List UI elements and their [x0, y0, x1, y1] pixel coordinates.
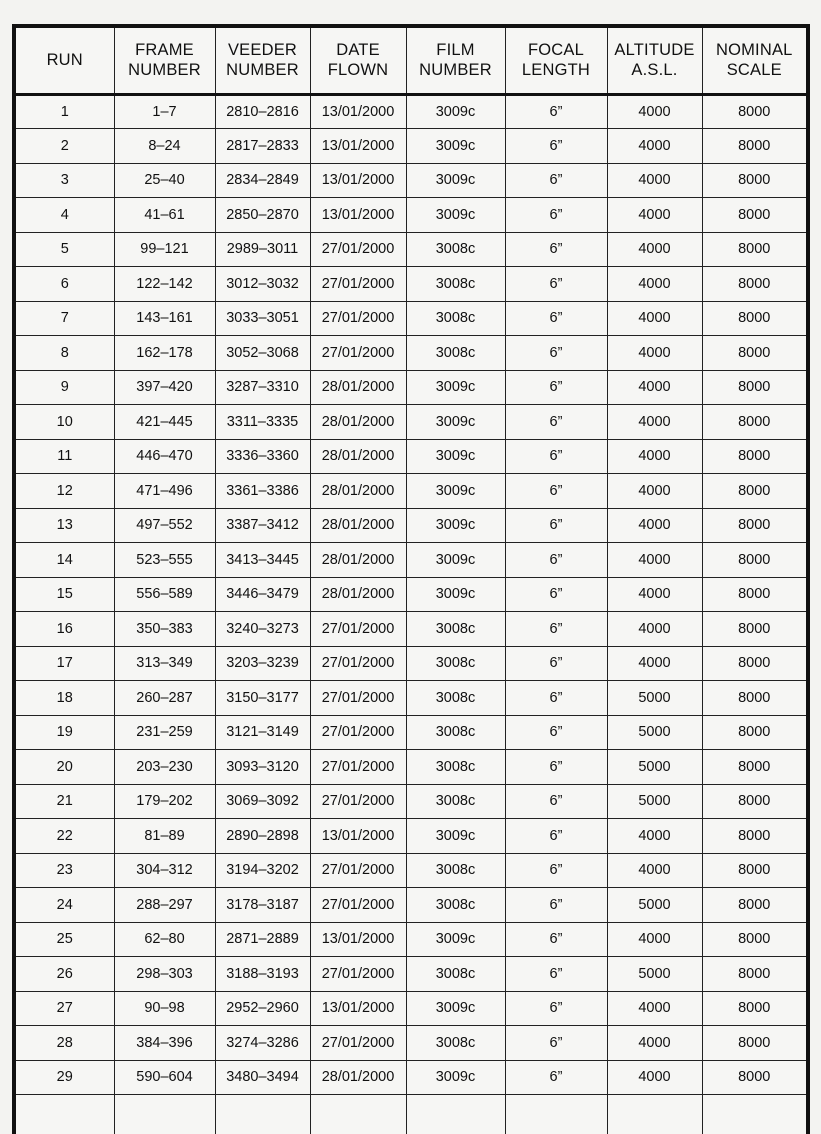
table-row [16, 232, 806, 267]
table-cell: 4000 [607, 439, 702, 474]
empty-table-row [16, 1095, 806, 1134]
column-header-altitude-asl [607, 28, 702, 94]
table-row [16, 267, 806, 302]
table-row [16, 163, 806, 198]
column-header-text: FLOWN [311, 60, 406, 80]
table-cell: 8000 [702, 1060, 806, 1095]
column-header-text: RUN [16, 50, 114, 70]
table-cell: 260–287 [114, 681, 215, 716]
table-cell: 2989–3011 [215, 232, 310, 267]
table-cell: 1–7 [114, 94, 215, 129]
table-row [16, 301, 806, 336]
column-header-text: FOCAL [506, 40, 607, 60]
table-cell: 4000 [607, 301, 702, 336]
table-cell: 4000 [607, 853, 702, 888]
table-cell: 6” [505, 508, 607, 543]
column-header-text: DATE [311, 40, 406, 60]
table-cell: 4000 [607, 1060, 702, 1095]
table-cell: 3009c [406, 577, 505, 612]
run-table-sheet [12, 24, 810, 1134]
table-cell: 397–420 [114, 370, 215, 405]
table-cell: 3274–3286 [215, 1026, 310, 1061]
table-cell: 3008c [406, 232, 505, 267]
table-cell: 4000 [607, 370, 702, 405]
table-cell: 27/01/2000 [310, 267, 406, 302]
table-cell: 18 [16, 681, 114, 716]
table-cell: 3361–3386 [215, 474, 310, 509]
table-cell: 304–312 [114, 853, 215, 888]
table-cell: 13/01/2000 [310, 94, 406, 129]
table-cell: 5000 [607, 681, 702, 716]
table-cell: 4 [16, 198, 114, 233]
table-cell: 8000 [702, 750, 806, 785]
table-cell: 4000 [607, 129, 702, 164]
table-cell: 471–496 [114, 474, 215, 509]
table-cell: 6” [505, 267, 607, 302]
empty-cell [505, 1095, 607, 1134]
table-cell: 3052–3068 [215, 336, 310, 371]
empty-cell [215, 1095, 310, 1134]
table-cell: 384–396 [114, 1026, 215, 1061]
table-cell: 28 [16, 1026, 114, 1061]
table-row [16, 370, 806, 405]
table-cell: 8000 [702, 922, 806, 957]
table-cell: 6” [505, 957, 607, 992]
table-cell: 3009c [406, 439, 505, 474]
table-cell: 24 [16, 888, 114, 923]
table-row [16, 715, 806, 750]
table-cell: 27/01/2000 [310, 957, 406, 992]
column-header-veeder-number [215, 28, 310, 94]
column-header-text: LENGTH [506, 60, 607, 80]
table-cell: 27/01/2000 [310, 646, 406, 681]
column-header-date-flown [310, 28, 406, 94]
table-row [16, 750, 806, 785]
table-cell: 4000 [607, 94, 702, 129]
table-cell: 90–98 [114, 991, 215, 1026]
table-row [16, 577, 806, 612]
empty-cell [702, 1095, 806, 1134]
table-cell: 3009c [406, 198, 505, 233]
table-cell: 13 [16, 508, 114, 543]
table-cell: 13/01/2000 [310, 922, 406, 957]
table-cell: 3008c [406, 646, 505, 681]
column-header-text: NOMINAL [703, 40, 807, 60]
table-cell: 62–80 [114, 922, 215, 957]
table-cell: 4000 [607, 198, 702, 233]
table-cell: 14 [16, 543, 114, 578]
table-cell: 4000 [607, 405, 702, 440]
table-cell: 556–589 [114, 577, 215, 612]
table-cell: 5000 [607, 784, 702, 819]
table-cell: 8000 [702, 888, 806, 923]
table-cell: 6” [505, 336, 607, 371]
table-cell: 8000 [702, 543, 806, 578]
table-cell: 6” [505, 474, 607, 509]
table-cell: 288–297 [114, 888, 215, 923]
table-cell: 28/01/2000 [310, 439, 406, 474]
table-cell: 3188–3193 [215, 957, 310, 992]
table-cell: 4000 [607, 474, 702, 509]
table-cell: 3336–3360 [215, 439, 310, 474]
table-cell: 17 [16, 646, 114, 681]
table-cell: 8000 [702, 991, 806, 1026]
column-header-film-number [406, 28, 505, 94]
table-cell: 4000 [607, 336, 702, 371]
table-cell: 8000 [702, 405, 806, 440]
table-cell: 3 [16, 163, 114, 198]
table-cell: 25 [16, 922, 114, 957]
column-header-text: NUMBER [216, 60, 310, 80]
table-cell: 8000 [702, 267, 806, 302]
table-cell: 2834–2849 [215, 163, 310, 198]
table-cell: 4000 [607, 543, 702, 578]
table-cell: 20 [16, 750, 114, 785]
table-cell: 27/01/2000 [310, 612, 406, 647]
table-cell: 4000 [607, 267, 702, 302]
table-cell: 3009c [406, 922, 505, 957]
table-cell: 28/01/2000 [310, 508, 406, 543]
table-cell: 6” [505, 129, 607, 164]
table-cell: 3008c [406, 853, 505, 888]
column-header-text: FILM [407, 40, 505, 60]
table-row [16, 198, 806, 233]
table-cell: 3033–3051 [215, 301, 310, 336]
table-cell: 6” [505, 163, 607, 198]
table-cell: 26 [16, 957, 114, 992]
table-cell: 8000 [702, 439, 806, 474]
table-cell: 8000 [702, 612, 806, 647]
table-cell: 6” [505, 1026, 607, 1061]
table-cell: 3311–3335 [215, 405, 310, 440]
table-cell: 8000 [702, 784, 806, 819]
table-row [16, 336, 806, 371]
table-cell: 6” [505, 750, 607, 785]
table-cell: 2850–2870 [215, 198, 310, 233]
table-cell: 27/01/2000 [310, 336, 406, 371]
table-cell: 2817–2833 [215, 129, 310, 164]
table-cell: 15 [16, 577, 114, 612]
table-cell: 5000 [607, 750, 702, 785]
column-header-frame-number [114, 28, 215, 94]
table-cell: 3009c [406, 405, 505, 440]
table-cell: 8000 [702, 715, 806, 750]
table-row [16, 681, 806, 716]
table-cell: 5000 [607, 715, 702, 750]
table-cell: 6” [505, 370, 607, 405]
table-row [16, 439, 806, 474]
table-cell: 6” [505, 198, 607, 233]
table-row [16, 957, 806, 992]
table-cell: 16 [16, 612, 114, 647]
table-cell: 6” [505, 715, 607, 750]
column-header-text: FRAME [115, 40, 215, 60]
table-cell: 3287–3310 [215, 370, 310, 405]
table-cell: 21 [16, 784, 114, 819]
table-cell: 27/01/2000 [310, 888, 406, 923]
table-cell: 3121–3149 [215, 715, 310, 750]
table-cell: 13/01/2000 [310, 819, 406, 854]
table-cell: 27/01/2000 [310, 1026, 406, 1061]
table-cell: 3203–3239 [215, 646, 310, 681]
column-header-run [16, 28, 114, 94]
table-cell: 8000 [702, 370, 806, 405]
table-cell: 523–555 [114, 543, 215, 578]
empty-cell [607, 1095, 702, 1134]
table-cell: 8000 [702, 577, 806, 612]
table-cell: 8000 [702, 681, 806, 716]
table-row [16, 784, 806, 819]
column-header-text: NUMBER [407, 60, 505, 80]
table-cell: 4000 [607, 612, 702, 647]
table-cell: 8000 [702, 508, 806, 543]
column-header-nominal-scale [702, 28, 806, 94]
table-row [16, 474, 806, 509]
table-cell: 81–89 [114, 819, 215, 854]
table-cell: 421–445 [114, 405, 215, 440]
table-cell: 3009c [406, 370, 505, 405]
column-header-focal-length [505, 28, 607, 94]
table-header-row [16, 28, 806, 94]
table-cell: 2871–2889 [215, 922, 310, 957]
table-cell: 19 [16, 715, 114, 750]
table-cell: 6” [505, 612, 607, 647]
table-cell: 3150–3177 [215, 681, 310, 716]
table-cell: 23 [16, 853, 114, 888]
table-cell: 2810–2816 [215, 94, 310, 129]
table-cell: 22 [16, 819, 114, 854]
table-cell: 6” [505, 853, 607, 888]
table-row [16, 543, 806, 578]
table-cell: 1 [16, 94, 114, 129]
table-cell: 8000 [702, 957, 806, 992]
table-cell: 6” [505, 991, 607, 1026]
table-cell: 590–604 [114, 1060, 215, 1095]
table-cell: 4000 [607, 646, 702, 681]
table-row [16, 922, 806, 957]
table-cell: 27/01/2000 [310, 301, 406, 336]
table-row [16, 94, 806, 129]
table-cell: 497–552 [114, 508, 215, 543]
table-cell: 8000 [702, 129, 806, 164]
column-header-text: VEEDER [216, 40, 310, 60]
flight-run-table [16, 28, 806, 1134]
table-cell: 3008c [406, 888, 505, 923]
table-cell: 27/01/2000 [310, 232, 406, 267]
table-cell: 4000 [607, 1026, 702, 1061]
table-cell: 27/01/2000 [310, 715, 406, 750]
table-cell: 8 [16, 336, 114, 371]
table-cell: 3008c [406, 336, 505, 371]
table-row [16, 1026, 806, 1061]
table-cell: 3008c [406, 715, 505, 750]
table-cell: 3009c [406, 508, 505, 543]
table-cell: 3009c [406, 474, 505, 509]
table-cell: 13/01/2000 [310, 991, 406, 1026]
table-body [16, 94, 806, 1134]
table-cell: 4000 [607, 991, 702, 1026]
table-cell: 3008c [406, 301, 505, 336]
table-cell: 4000 [607, 819, 702, 854]
column-header-text: SCALE [703, 60, 807, 80]
table-cell: 6” [505, 922, 607, 957]
table-cell: 25–40 [114, 163, 215, 198]
table-cell: 3009c [406, 163, 505, 198]
table-cell: 3008c [406, 681, 505, 716]
table-cell: 41–61 [114, 198, 215, 233]
table-cell: 28/01/2000 [310, 474, 406, 509]
table-cell: 8000 [702, 646, 806, 681]
table-cell: 8000 [702, 336, 806, 371]
table-cell: 6 [16, 267, 114, 302]
table-cell: 6” [505, 577, 607, 612]
table-row [16, 405, 806, 440]
table-cell: 28/01/2000 [310, 543, 406, 578]
table-cell: 4000 [607, 508, 702, 543]
table-cell: 7 [16, 301, 114, 336]
table-cell: 27/01/2000 [310, 681, 406, 716]
table-cell: 8000 [702, 198, 806, 233]
column-header-text: NUMBER [115, 60, 215, 80]
table-cell: 143–161 [114, 301, 215, 336]
table-cell: 4000 [607, 922, 702, 957]
table-cell: 28/01/2000 [310, 405, 406, 440]
table-cell: 28/01/2000 [310, 577, 406, 612]
table-cell: 3008c [406, 612, 505, 647]
table-cell: 6” [505, 646, 607, 681]
table-cell: 2 [16, 129, 114, 164]
table-cell: 3008c [406, 1026, 505, 1061]
table-cell: 3446–3479 [215, 577, 310, 612]
table-cell: 4000 [607, 577, 702, 612]
table-cell: 162–178 [114, 336, 215, 371]
empty-cell [310, 1095, 406, 1134]
table-cell: 8000 [702, 232, 806, 267]
table-cell: 6” [505, 94, 607, 129]
table-cell: 231–259 [114, 715, 215, 750]
table-cell: 6” [505, 439, 607, 474]
table-cell: 3240–3273 [215, 612, 310, 647]
table-cell: 8000 [702, 474, 806, 509]
table-row [16, 508, 806, 543]
table-cell: 3009c [406, 129, 505, 164]
table-cell: 11 [16, 439, 114, 474]
table-cell: 3009c [406, 991, 505, 1026]
table-cell: 3093–3120 [215, 750, 310, 785]
table-cell: 313–349 [114, 646, 215, 681]
table-cell: 13/01/2000 [310, 129, 406, 164]
table-cell: 3012–3032 [215, 267, 310, 302]
table-cell: 2890–2898 [215, 819, 310, 854]
table-cell: 203–230 [114, 750, 215, 785]
table-cell: 3008c [406, 784, 505, 819]
table-cell: 6” [505, 543, 607, 578]
table-cell: 6” [505, 784, 607, 819]
table-cell: 8000 [702, 1026, 806, 1061]
table-cell: 27 [16, 991, 114, 1026]
table-cell: 28/01/2000 [310, 1060, 406, 1095]
empty-cell [16, 1095, 114, 1134]
table-cell: 6” [505, 681, 607, 716]
table-cell: 4000 [607, 163, 702, 198]
table-cell: 446–470 [114, 439, 215, 474]
table-cell: 8–24 [114, 129, 215, 164]
table-cell: 3069–3092 [215, 784, 310, 819]
column-header-text: ALTITUDE [608, 40, 702, 60]
table-row [16, 129, 806, 164]
empty-cell [114, 1095, 215, 1134]
table-cell: 6” [505, 301, 607, 336]
table-cell: 8000 [702, 94, 806, 129]
table-row [16, 991, 806, 1026]
table-cell: 8000 [702, 819, 806, 854]
table-cell: 27/01/2000 [310, 853, 406, 888]
table-cell: 27/01/2000 [310, 750, 406, 785]
table-cell: 3480–3494 [215, 1060, 310, 1095]
table-cell: 9 [16, 370, 114, 405]
table-cell: 10 [16, 405, 114, 440]
table-cell: 29 [16, 1060, 114, 1095]
table-cell: 6” [505, 819, 607, 854]
table-row [16, 853, 806, 888]
table-cell: 27/01/2000 [310, 784, 406, 819]
table-cell: 13/01/2000 [310, 198, 406, 233]
table-cell: 6” [505, 888, 607, 923]
table-cell: 3009c [406, 543, 505, 578]
table-cell: 8000 [702, 163, 806, 198]
table-cell: 2952–2960 [215, 991, 310, 1026]
table-row [16, 646, 806, 681]
table-cell: 3387–3412 [215, 508, 310, 543]
table-cell: 6” [505, 405, 607, 440]
table-cell: 122–142 [114, 267, 215, 302]
table-cell: 3413–3445 [215, 543, 310, 578]
table-cell: 3009c [406, 819, 505, 854]
table-cell: 3008c [406, 267, 505, 302]
table-cell: 5 [16, 232, 114, 267]
table-cell: 8000 [702, 301, 806, 336]
table-cell: 12 [16, 474, 114, 509]
table-cell: 179–202 [114, 784, 215, 819]
empty-cell [406, 1095, 505, 1134]
table-cell: 8000 [702, 853, 806, 888]
table-row [16, 819, 806, 854]
table-cell: 3009c [406, 94, 505, 129]
table-cell: 5000 [607, 957, 702, 992]
table-cell: 5000 [607, 888, 702, 923]
column-header-text: A.S.L. [608, 60, 702, 80]
table-row [16, 888, 806, 923]
table-cell: 3008c [406, 957, 505, 992]
table-cell: 6” [505, 232, 607, 267]
table-cell: 4000 [607, 232, 702, 267]
table-cell: 350–383 [114, 612, 215, 647]
table-cell: 3008c [406, 750, 505, 785]
table-row [16, 1060, 806, 1095]
table-cell: 3194–3202 [215, 853, 310, 888]
table-cell: 3178–3187 [215, 888, 310, 923]
table-row [16, 612, 806, 647]
table-cell: 99–121 [114, 232, 215, 267]
table-cell: 13/01/2000 [310, 163, 406, 198]
table-cell: 28/01/2000 [310, 370, 406, 405]
table-cell: 298–303 [114, 957, 215, 992]
table-cell: 3009c [406, 1060, 505, 1095]
table-cell: 6” [505, 1060, 607, 1095]
